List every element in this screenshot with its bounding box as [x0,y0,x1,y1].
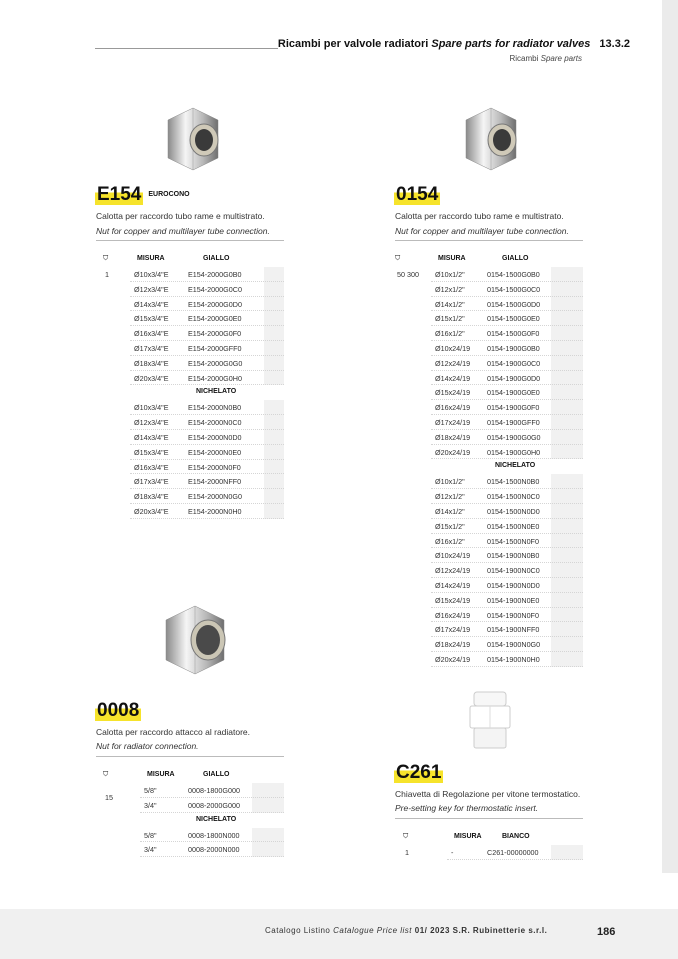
size-cell: Ø20x3/4"E [134,506,169,516]
section-number: 13.3.2 [599,38,630,50]
table-row [96,430,284,445]
code-cell: E154-2000G0E0 [188,314,242,324]
table-row [395,578,583,593]
rule [395,240,583,241]
footer-company: S.R. Rubinetterie s.r.l. [452,926,548,935]
table-0008 [96,768,284,857]
table-row [395,622,583,637]
table-row [96,474,284,489]
code-cell: 0154-1900N0E0 [487,595,540,605]
table-0154 [395,252,583,667]
code-text: 0154 [396,184,439,205]
subtitle-it: Ricambi [509,54,539,63]
table-row [395,400,583,415]
code-text: 0008 [97,700,140,721]
size-cell: - [451,848,454,857]
code-cell: 0154-1900N0B0 [487,551,540,561]
table-row [395,563,583,578]
code-cell: 0154-1900N0F0 [487,610,539,620]
row-separator [140,855,284,857]
size-cell: Ø15x24/19 [435,388,471,398]
table-row [96,489,284,504]
size-cell: Ø14x3/4"E [134,432,169,442]
code-cell: E154-2000GFF0 [188,343,242,353]
title-en: Spare parts for radiator valves [431,38,591,50]
code-cell: E154-2000N0D0 [188,432,242,442]
table-row [96,297,284,312]
code-cell: 0154-1900N0C0 [487,566,540,576]
nut-image-e154 [158,100,228,176]
desc-it-c261: Chiavetta di Regolazione per vitone termostatico. [395,789,581,799]
size-cell: Ø18x24/19 [435,432,471,442]
size-cell: Ø17x3/4"E [134,343,169,353]
table-row [96,504,284,519]
size-cell: Ø18x24/19 [435,640,471,650]
column-finish: GIALLO [502,255,529,262]
footer-catalog-en: Catalogue Price list [333,926,413,935]
pack-quantity: 1 [405,848,409,857]
table-row [96,282,284,297]
desc-it-0154: Calotta per raccordo tubo rame e multistrato. [395,211,564,221]
page-title [278,38,630,50]
code-cell: 0154-1500G0B0 [487,270,540,279]
size-cell: Ø16x3/4"E [134,329,169,339]
code-cell: 0154-1500G0E0 [487,314,540,324]
table-row [395,311,583,326]
code-cell: 0154-1500G0F0 [487,329,540,339]
rule [395,818,583,819]
table-row [96,341,284,356]
product-code-c261 [394,762,443,784]
subheader-finish: NICHELATO [196,815,237,823]
table-row [395,652,583,667]
column-size: MISURA [454,833,482,840]
code-cell: E154-2000G0D0 [188,299,242,309]
code-cell: E154-2000G0B0 [188,270,242,279]
product-code-0154 [394,184,440,206]
size-cell: Ø12x1/2" [435,284,465,294]
column-finish: GIALLO [203,255,230,262]
nut-image-0154 [456,100,526,176]
table-row [395,637,583,652]
column-finish: BIANCO [502,833,530,840]
desc-en-0154: Nut for copper and multilayer tube connection. [395,226,569,236]
size-cell: Ø10x1/2" [435,477,465,487]
code-cell: 0154-1500G0C0 [487,284,541,294]
table-row [395,297,583,312]
table-row [395,474,583,489]
size-cell: Ø17x24/19 [435,417,471,427]
size-cell: Ø12x3/4"E [134,418,169,428]
size-cell: Ø17x3/4"E [134,477,169,487]
code-cell: 0154-1900G0C0 [487,358,541,368]
size-cell: Ø14x1/2" [435,506,465,516]
table-header [395,830,583,845]
table-row [395,356,583,371]
column-size: MISURA [137,255,165,262]
code-cell: 0154-1900G0B0 [487,343,540,353]
pack-quantity: 50 300 [397,270,419,279]
table-row [96,460,284,475]
table-row [395,489,583,504]
size-cell: Ø16x24/19 [435,610,471,620]
table-row [395,415,583,430]
title-it: Ricambi per valvole radiatori [277,38,429,50]
code-cell: C261-00000000 [487,848,539,857]
subtitle-en: Spare parts [540,54,582,63]
size-cell: 5/8" [144,830,157,840]
table-row [395,326,583,341]
code-cell: 0154-1900N0D0 [487,580,540,590]
code-cell: E154-2000N0H0 [188,506,242,516]
table-header [96,768,284,783]
table-row [395,548,583,563]
size-cell: Ø15x3/4"E [134,314,169,324]
size-cell: Ø14x1/2" [435,299,465,309]
code-cell: 0154-1900G0D0 [487,373,541,383]
size-cell: 3/4" [144,845,157,855]
desc-it-e154: Calotta per raccordo tubo rame e multistrato. [96,211,265,221]
code-cell: 0154-1900GFF0 [487,417,540,427]
code-cell: 0154-1900G0F0 [487,403,540,413]
code-cell: E154-2000N0C0 [188,418,242,428]
footer-catalog-it: Catalogo Listino [265,926,331,935]
code-cell: E154-2000N0G0 [188,492,242,502]
table-header [395,252,583,267]
code-cell: 0154-1900N0H0 [487,654,540,664]
code-cell: E154-2000G0G0 [188,358,243,368]
nut-image-0008 [158,600,232,680]
table-row [395,519,583,534]
table-row [395,608,583,623]
table-row [96,371,284,386]
table-row [395,845,583,860]
size-cell: 5/8" [144,786,157,795]
size-cell: Ø10x3/4"E [134,270,169,279]
product-code-e154 [95,184,190,206]
code-cell: 0154-1500N0B0 [487,477,540,487]
subheader-finish: NICHELATO [196,388,237,396]
table-row [96,311,284,326]
table-row [395,282,583,297]
table-header [96,252,284,267]
size-cell: Ø12x3/4"E [134,284,169,294]
table-subheader [96,385,284,400]
code-cell: E154-2000G0C0 [188,284,242,294]
rule [96,240,284,241]
size-cell: Ø18x3/4"E [134,492,169,502]
footer-text [265,926,547,935]
size-cell: Ø15x3/4"E [134,447,169,457]
size-cell: Ø16x1/2" [435,536,465,546]
size-cell: Ø16x24/19 [435,403,471,413]
size-cell: Ø10x3/4"E [134,403,169,413]
table-subheader [96,813,284,828]
size-cell: Ø17x24/19 [435,625,471,635]
table-subheader [395,459,583,474]
footer-date: 01/ 2023 [414,926,450,935]
page-subtitle [510,54,583,63]
desc-en-c261: Pre-setting key for thermostatic insert. [395,803,539,813]
size-cell: Ø10x24/19 [435,343,471,353]
product-code-0008 [95,700,141,722]
table-row [96,842,284,857]
table-row [96,783,284,802]
pack-quantity: 1 [105,270,109,279]
size-cell: Ø12x24/19 [435,358,471,368]
size-cell: Ø20x24/19 [435,654,471,664]
column-finish: GIALLO [203,771,230,778]
code-cell: E154-2000G0F0 [188,329,242,339]
code-cell: 0008-2000N000 [188,845,240,855]
table-row [96,415,284,430]
size-cell: Ø14x24/19 [435,373,471,383]
size-cell: Ø10x1/2" [435,270,465,279]
table-row [395,341,583,356]
size-cell: Ø16x1/2" [435,329,465,339]
size-cell: Ø12x24/19 [435,566,471,576]
table-row [96,267,284,282]
code-cell: 0154-1500N0D0 [487,506,540,516]
code-cell: E154-2000NFF0 [188,477,242,487]
table-row [96,445,284,460]
row-separator [447,858,583,860]
table-row [395,430,583,445]
table-e154 [96,252,284,519]
rule [96,756,284,757]
table-c261 [395,830,583,860]
table-row [395,504,583,519]
column-size: MISURA [147,771,175,778]
code-cell: 0154-1500N0F0 [487,536,539,546]
subheader-finish: NICHELATO [495,462,536,470]
code-cell: E154-2000N0B0 [188,403,242,413]
desc-en-e154: Nut for copper and multilayer tube connection. [96,226,270,236]
table-row [96,828,284,843]
code-cell: 0154-1500N0C0 [487,492,540,502]
package-icon: ⛉ [103,255,109,262]
package-icon: ⛉ [103,771,109,778]
size-cell: Ø10x24/19 [435,551,471,561]
size-cell: Ø14x3/4"E [134,299,169,309]
code-text: C261 [396,762,442,783]
size-cell: Ø20x24/19 [435,447,471,457]
table-row [96,400,284,415]
code-cell: 0008-2000G000 [188,800,240,810]
code-cell: E154-2000G0H0 [188,373,242,383]
table-row [395,385,583,400]
row-separator [431,665,583,667]
table-row [395,593,583,608]
table-row [96,326,284,341]
size-cell: Ø12x1/2" [435,492,465,502]
header-rule [95,48,278,49]
size-cell: Ø15x1/2" [435,521,465,531]
code-cell: E154-2000N0E0 [188,447,242,457]
page-number: 186 [597,926,616,938]
table-row [96,798,284,813]
column-size: MISURA [438,255,466,262]
table-row [395,267,583,282]
size-cell: 3/4" [144,800,157,810]
product-tag: EUROCONO [148,191,190,199]
code-cell: 0154-1500N0E0 [487,521,540,531]
code-cell: 0154-1900G0E0 [487,388,540,398]
size-cell: Ø20x3/4"E [134,373,169,383]
code-cell: 0154-1500G0D0 [487,299,541,309]
package-icon: ⛉ [395,255,401,262]
table-row [96,356,284,371]
code-cell: 0008-1800N000 [188,830,240,840]
size-cell: Ø15x1/2" [435,314,465,324]
side-tab-bar [662,0,678,873]
desc-it-0008: Calotta per raccordo attacco al radiatore. [96,727,251,737]
pack-quantity: 15 [105,793,113,802]
code-cell: 0154-1900G0H0 [487,447,541,457]
code-text: E154 [97,184,142,205]
code-cell: 0008-1800G000 [188,786,240,795]
table-row [395,534,583,549]
table-row [395,371,583,386]
size-cell: Ø15x24/19 [435,595,471,605]
size-cell: Ø18x3/4"E [134,358,169,368]
table-row [395,445,583,460]
code-cell: 0154-1900NFF0 [487,625,540,635]
key-image-c261 [460,688,520,756]
code-cell: 0154-1900G0G0 [487,432,541,442]
size-cell: Ø16x3/4"E [134,462,169,472]
code-cell: 0154-1900N0G0 [487,640,541,650]
desc-en-0008: Nut for radiator connection. [96,741,199,751]
code-cell: E154-2000N0F0 [188,462,241,472]
size-cell: Ø14x24/19 [435,580,471,590]
row-separator [130,517,284,519]
package-icon: ⛉ [403,833,409,840]
